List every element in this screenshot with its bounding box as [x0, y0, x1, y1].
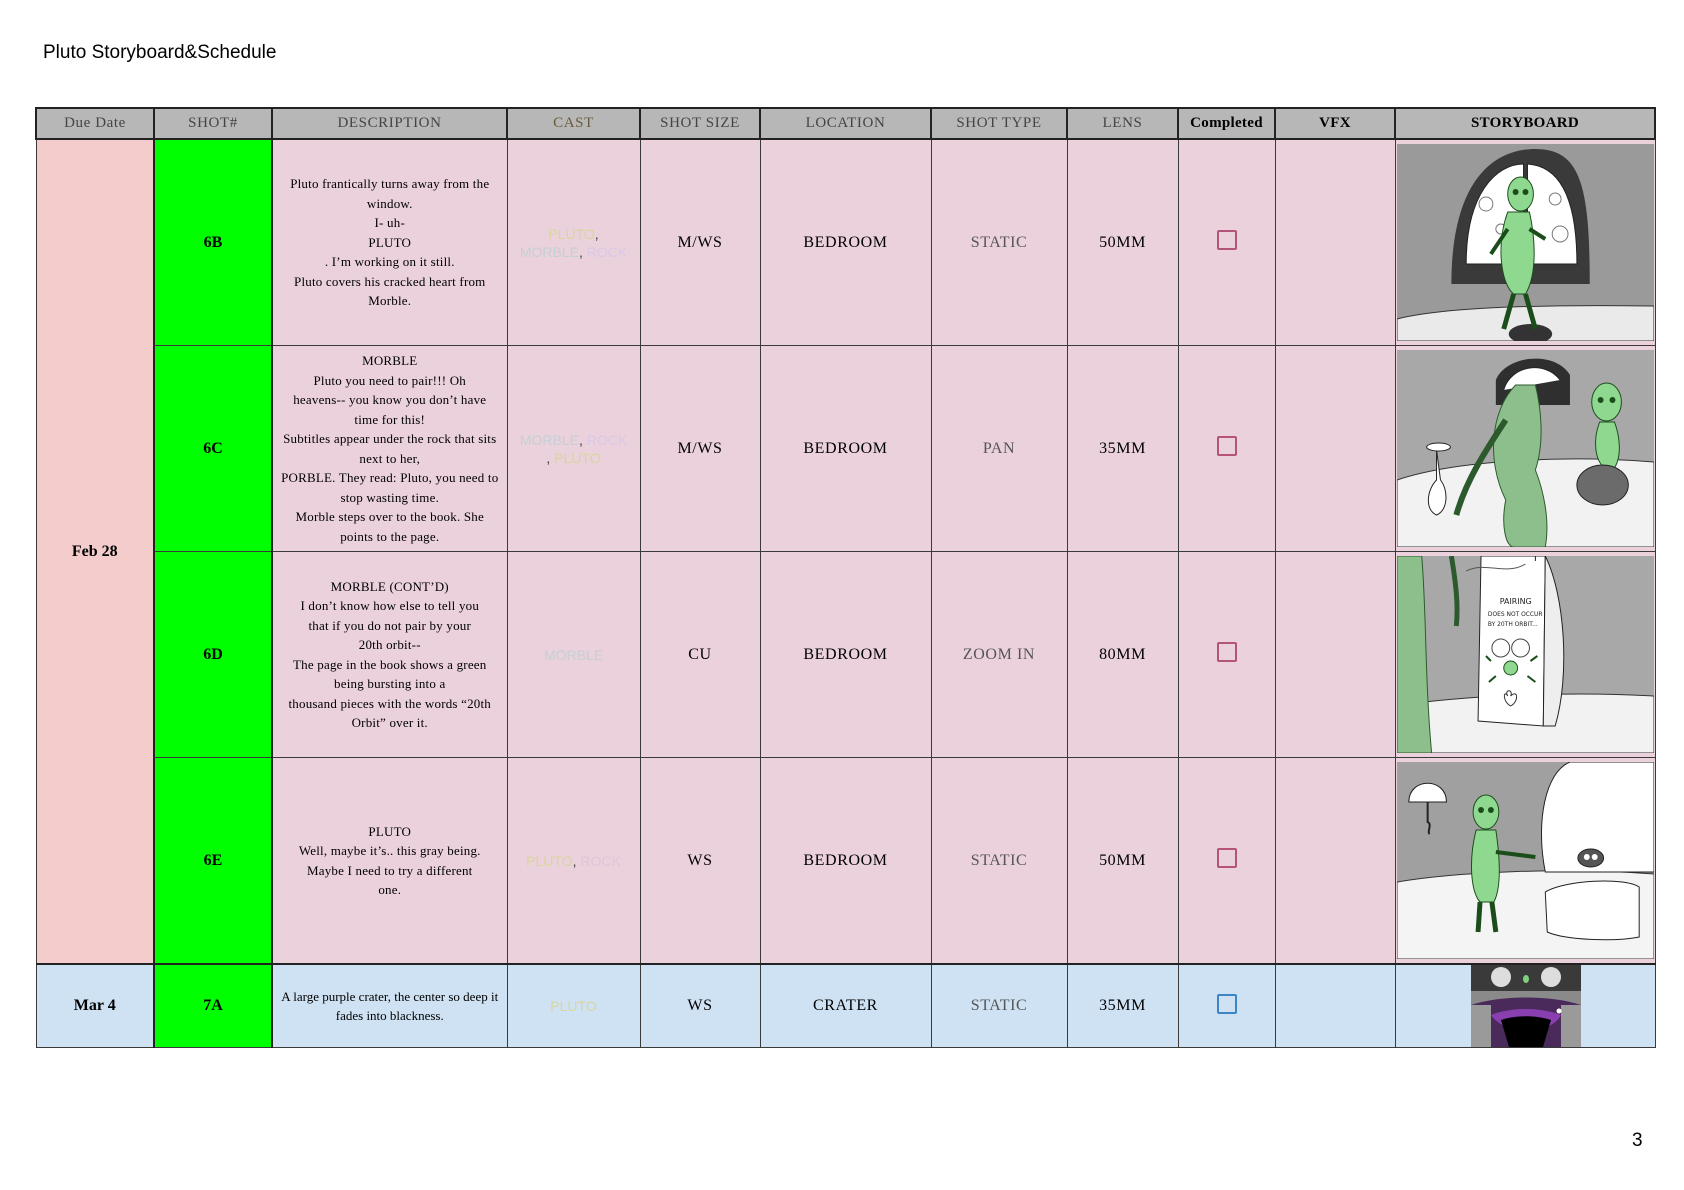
pluto-at-window-sketch-icon [1397, 144, 1654, 341]
description-line: next to her, [359, 450, 421, 466]
description-line: Morble. [368, 293, 412, 309]
lens-cell: 50MM [1067, 758, 1178, 965]
cast-chip[interactable]: PLUTO [548, 225, 595, 242]
lens-cell: 50MM [1067, 139, 1178, 346]
shot-type-cell: STATIC [931, 758, 1067, 965]
shot-size-cell: WS [640, 758, 760, 965]
table-row [36, 964, 1655, 1048]
cast-chip[interactable]: ROCK [580, 852, 621, 869]
shot-number: 6B [154, 139, 272, 346]
completed-cell [1178, 758, 1275, 965]
description-line: MORBLE (CONT’D) [330, 578, 449, 594]
description-cell [272, 346, 507, 552]
morble-and-pluto-sketch-icon [1397, 350, 1654, 547]
storyboard-frame [1471, 965, 1581, 1047]
description-line: being bursting into a [334, 676, 446, 691]
completed-checkbox[interactable] [1217, 642, 1237, 662]
description-line: MORBLE [362, 353, 418, 368]
description-cell [272, 758, 507, 965]
location-cell: BEDROOM [760, 552, 931, 758]
cast-chip[interactable]: MORBLE [519, 431, 579, 448]
header-vfx: VFX [1275, 108, 1395, 139]
storyboard-frame [1397, 556, 1654, 753]
description-line: Pluto frantically turns away from the [290, 176, 490, 192]
description-line: blackness. [389, 1008, 444, 1023]
location-cell: BEDROOM [760, 758, 931, 965]
vfx-cell [1275, 346, 1395, 552]
header-description: DESCRIPTION [272, 108, 507, 139]
description-line: stop wasting time. [340, 489, 440, 505]
completed-checkbox[interactable] [1217, 994, 1237, 1014]
completed-checkbox[interactable] [1217, 230, 1237, 250]
cast-chip[interactable]: MORBLE [519, 243, 579, 260]
description-line: that if you do not pair by your [308, 617, 472, 633]
table-row [36, 758, 1655, 965]
cast-cell [507, 964, 640, 1048]
shot-size-cell: M/WS [640, 346, 760, 552]
header-completed: Completed [1178, 108, 1275, 139]
shot-number: 6C [154, 346, 272, 552]
shot-type-cell: PAN [931, 346, 1067, 552]
shot-number: 6E [154, 758, 272, 965]
shot-type-cell: ZOOM IN [931, 552, 1067, 758]
table-row [36, 139, 1655, 346]
storyboard-cell [1395, 139, 1655, 346]
cast-chip[interactable]: MORBLE [543, 646, 604, 663]
description-line: thousand pieces with the words “20th [288, 695, 492, 711]
storyboard-cell [1395, 758, 1655, 965]
book-text-line: BY 20TH ORBIT... [1487, 620, 1538, 629]
description-line: I don’t know how else to tell you [300, 598, 480, 613]
shot-size-cell: WS [640, 964, 760, 1048]
cast-chip[interactable]: PLUTO [554, 449, 601, 466]
shot-type-cell: STATIC [931, 964, 1067, 1048]
description-line: time for this! [354, 411, 426, 427]
description-line: Pluto covers his cracked heart from [294, 273, 486, 289]
header-due-date: Due Date [36, 108, 154, 139]
description-line: . I’m working on it still. [324, 254, 455, 270]
description-line: I- uh- [374, 215, 405, 231]
document-title: Pluto Storyboard&Schedule [43, 42, 277, 63]
completed-cell [1178, 552, 1275, 758]
cast-chip[interactable]: ROCK [586, 243, 628, 260]
description-line: window. [366, 195, 413, 211]
shot-size-cell: CU [640, 552, 760, 758]
location-cell: CRATER [760, 964, 931, 1048]
storyboard-cell [1395, 346, 1655, 552]
completed-checkbox[interactable] [1217, 848, 1237, 868]
table-row [36, 346, 1655, 552]
description-line: Maybe I need to try a different [306, 862, 473, 878]
cast-cell: PLUTO, MORBLE, ROCK [507, 139, 640, 346]
cast-cell [507, 552, 640, 758]
description-line: Orbit” over it. [351, 715, 428, 730]
description-line: PLUTO [368, 234, 412, 250]
lens-cell: 80MM [1067, 552, 1178, 758]
description-line: points to the page. [340, 528, 440, 544]
vfx-cell [1275, 139, 1395, 346]
description-line: PORBLE. They read: Pluto, you need to [281, 470, 499, 485]
due-date-cell: Mar 4 [36, 964, 154, 1048]
storyboard-frame [1397, 144, 1654, 341]
description-cell [272, 552, 507, 758]
description-line: one. [378, 882, 402, 897]
completed-checkbox[interactable] [1217, 436, 1237, 456]
page-number: 3 [1632, 1130, 1643, 1151]
header-row [36, 108, 1655, 139]
schedule-table [35, 107, 1656, 1048]
header-shot-type: SHOT TYPE [931, 108, 1067, 139]
description-cell [272, 139, 507, 346]
table-row [36, 552, 1655, 758]
completed-cell [1178, 139, 1275, 346]
vfx-cell [1275, 552, 1395, 758]
shot-number: 6D [154, 552, 272, 758]
description-line: Morble steps over to the book. She [295, 509, 484, 524]
due-date-cell: Feb 28 [36, 139, 154, 964]
description-cell [272, 964, 507, 1048]
book-page-sketch-icon [1397, 556, 1654, 753]
cast-chip[interactable]: ROCK [586, 431, 628, 448]
description-line: Pluto you need to pair!!! Oh [313, 372, 467, 388]
description-line: 20th orbit-- [358, 637, 421, 652]
cast-cell: MORBLE, ROCK , PLUTO [507, 346, 640, 552]
completed-cell [1178, 346, 1275, 552]
description-line: Well, maybe it’s.. this gray being. [298, 843, 481, 858]
header-cast: CAST [507, 108, 640, 139]
header-lens: LENS [1067, 108, 1178, 139]
description-line: PLUTO [368, 823, 412, 839]
shot-number: 7A [154, 964, 272, 1048]
storyboard-frame [1397, 350, 1654, 547]
location-cell: BEDROOM [760, 346, 931, 552]
purple-crater-thumbnail-icon [1471, 965, 1581, 1047]
description-line: A large purple crater, the center so deep [281, 988, 488, 1004]
header-shot-size: SHOT SIZE [640, 108, 760, 139]
location-cell: BEDROOM [760, 139, 931, 346]
completed-cell [1178, 964, 1275, 1048]
description-line: Subtitles appear under the rock that sits [283, 431, 497, 446]
cast-cell: PLUTO, ROCK [507, 758, 640, 965]
header-location: LOCATION [760, 108, 931, 139]
shot-type-cell: STATIC [931, 139, 1067, 346]
lens-cell: 35MM [1067, 346, 1178, 552]
description-line: heavens-- you know you don’t have [293, 392, 487, 407]
book-text-line: PAIRING [1499, 596, 1532, 607]
header-storyboard: STORYBOARD [1395, 108, 1655, 139]
book-text-line: DOES NOT OCCUR [1487, 610, 1542, 619]
cast-chip[interactable]: PLUTO [526, 852, 573, 869]
cast-chip[interactable]: PLUTO [550, 998, 597, 1014]
storyboard-cell [1395, 552, 1655, 758]
lens-cell: 35MM [1067, 964, 1178, 1048]
storyboard-frame [1397, 762, 1654, 959]
shot-size-cell: M/WS [640, 139, 760, 346]
pluto-pointing-at-rock-sketch-icon [1397, 762, 1654, 959]
description-line: it fades into [335, 988, 499, 1023]
header-shot: SHOT# [154, 108, 272, 139]
vfx-cell [1275, 758, 1395, 965]
storyboard-cell [1395, 964, 1655, 1048]
description-line: The page in the book shows a green [293, 656, 487, 672]
vfx-cell [1275, 964, 1395, 1048]
